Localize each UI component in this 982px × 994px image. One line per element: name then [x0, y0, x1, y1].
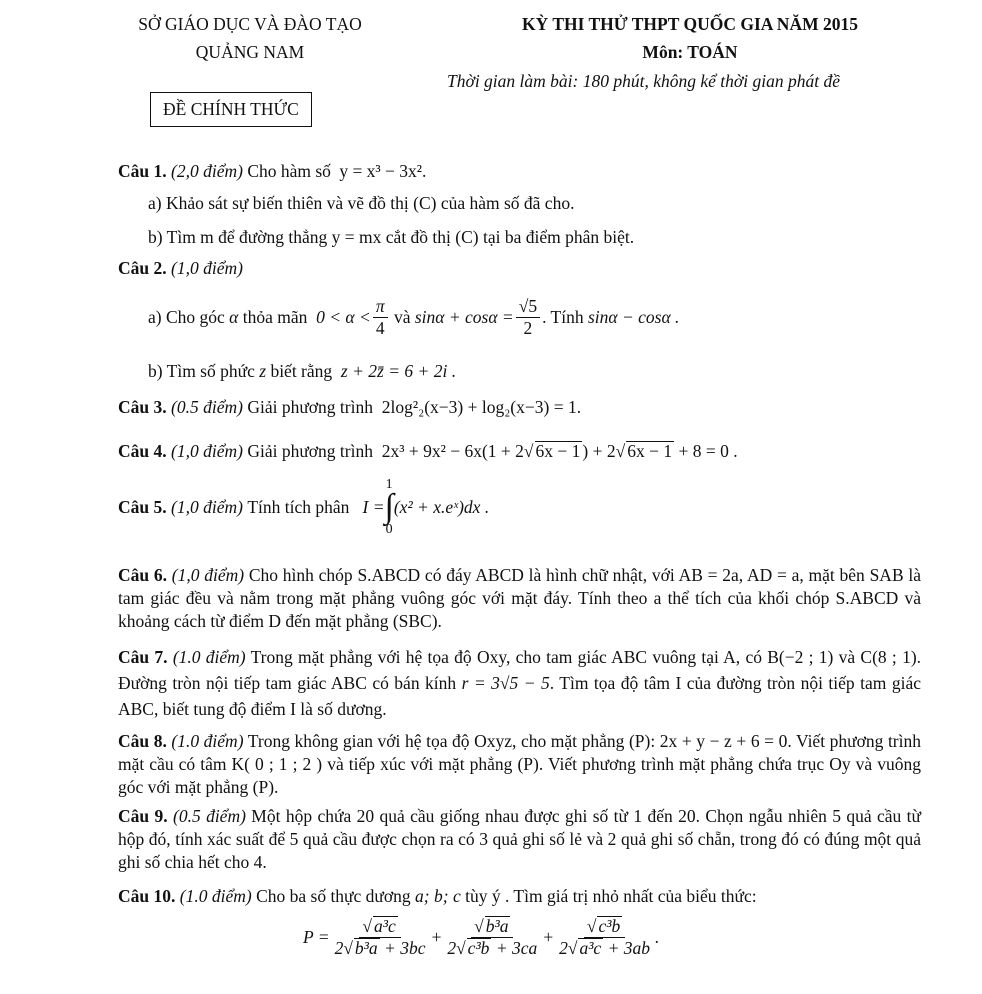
- question-text: Trong mặt phẳng với hệ tọa độ Oxy, cho tam giác ABC vuông tại A, có B(−2 ; 1) và C(8 ; 1). Đường tròn nội tiếp tam giác ABC có bán kính: [118, 647, 922, 693]
- question-points: (1,0 điểm): [171, 441, 243, 461]
- question-label: Câu 10.: [118, 886, 176, 906]
- lower-limit: 0: [385, 521, 393, 537]
- denominator: 2: [523, 318, 533, 338]
- question-points: (2,0 điểm): [171, 161, 243, 181]
- radical-equation: 2x³ + 9x² − 6x(1 + 2√ 6x − 1 ) + 2√ 6x − 1 + 8 = 0 .: [381, 441, 738, 461]
- part-b-text: biết rằng: [270, 361, 333, 381]
- question-label: Câu 4.: [118, 441, 167, 461]
- question-2-part-a: [148, 296, 679, 340]
- fraction-3: $\frac{\text{√ c³b}}{\text{2√ a³c + 3ab}}$: [559, 916, 651, 958]
- question-points: (1,0 điểm): [171, 565, 245, 585]
- question-points: (1,0 điểm): [171, 496, 243, 517]
- alpha-symbol: α: [229, 307, 239, 328]
- question-text: . Tìm tọa độ tâm I của đường tròn nội tiếp tam giác ABC, biết tung độ điểm I là số dương.: [118, 672, 921, 719]
- fraction-2: $\frac{\text{√ b³a}}{\text{2√ c³b + 3ca}}$: [447, 916, 538, 958]
- question-6: [118, 564, 921, 632]
- question-8: [118, 730, 921, 798]
- time-note: Thời gian làm bài: 180 phút, không kể thời gian phát đề: [447, 71, 840, 91]
- complex-equation: z + 2z̄ = 6 + 2i .: [340, 361, 457, 381]
- question-text: Cho hình chóp S.ABCD có đáy ABCD là hình chữ nhật, với AB = 2a, AD = a, mặt bên SAB là tam giác đều và nằm trong mặt phẳng vuông góc với mặt đáy. Tính theo a thể tích của khối chóp S.ABCD và khoảng cách từ điểm D đến mặt phẳng (SBC).: [118, 565, 921, 631]
- sqrt5-over-two: [516, 296, 540, 340]
- question-3: [118, 397, 581, 418]
- question-points: (1.0 điểm): [172, 647, 246, 667]
- question-points: (0.5 điểm): [173, 806, 246, 826]
- question-1-part-a: a) Khảo sát sự biến thiên và vẽ đồ thị (C) của hàm số đã cho.: [148, 193, 575, 213]
- part-a-text: và: [393, 307, 411, 328]
- question-1: [118, 161, 426, 182]
- question-text: Trong không gian với hệ tọa độ Oxyz, cho mặt phẳng (P): 2x + y − z + 6 = 0. Viết phương trình mặt cầu có tâm K( 0 ; 1 ; 2 ) và tiếp xúc với mặt phẳng (P). Viết phương trình mặt phẳng chứa trục Oy và vuông góc với mặt phẳng (P).: [118, 731, 921, 797]
- upper-limit: 1: [385, 477, 393, 492]
- question-label: Câu 8.: [118, 731, 167, 751]
- question-stem: Giải phương trình: [247, 441, 373, 461]
- part-a-text: . Tính: [542, 307, 584, 328]
- question-label: Câu 9.: [118, 806, 168, 826]
- official-badge: ĐỀ CHÍNH THỨC: [150, 92, 312, 127]
- part-a-text: a) Cho góc: [148, 307, 225, 328]
- question-10: [118, 886, 757, 907]
- question-points: (1,0 điểm): [171, 258, 243, 278]
- department-name: SỞ GIÁO DỤC VÀ ĐÀO TẠO: [138, 14, 362, 34]
- function-formula: y = x³ − 3x².: [339, 161, 427, 181]
- integral-lhs: I =: [362, 496, 385, 517]
- integrand: (x² + x.eˣ)dx .: [393, 496, 490, 517]
- numerator: π: [373, 296, 388, 318]
- question-9: [118, 805, 921, 873]
- radius-value: r = 3√5 − 5: [461, 672, 550, 693]
- question-points: (1.0 điểm): [179, 886, 252, 906]
- subject-label: Môn: TOÁN: [642, 42, 738, 62]
- expression-lhs: P =: [303, 927, 330, 948]
- province-name: QUẢNG NAM: [195, 42, 305, 62]
- pi-over-four: [373, 296, 388, 340]
- question-stem: Cho ba số thực dương: [256, 886, 411, 906]
- trig-sum: sinα + cosα =: [414, 307, 514, 328]
- question-label: Câu 1.: [118, 161, 167, 181]
- question-label: Câu 7.: [118, 647, 168, 667]
- part-a-text: thỏa mãn: [242, 307, 308, 328]
- part-b-text: b) Tìm số phức: [148, 361, 255, 381]
- integral-symbol: ∫: [384, 488, 394, 525]
- question-label: Câu 5.: [118, 496, 167, 517]
- question-points: (0.5 điểm): [171, 397, 243, 417]
- question-2: [118, 258, 243, 279]
- trig-target: sinα − cosα .: [587, 307, 680, 328]
- question-7: [118, 645, 921, 723]
- plus-sign: +: [542, 927, 555, 948]
- variables: a; b; c: [415, 886, 461, 906]
- exam-title: KỲ THI THỬ THPT QUỐC GIA NĂM 2015: [522, 14, 858, 34]
- period: .: [655, 927, 660, 948]
- question-2-part-b: [148, 361, 456, 382]
- question-text: Một hộp chứa 20 quả cầu giống nhau được ghi số từ 1 đến 20. Chọn ngẫu nhiên 5 quả cầu từ hộp đó, tính xác suất để 5 quả cầu được chọn ra có 3 quả ghi số lẻ và 2 quả ghi số chẵn, trong đó có đúng một quả ghi số chia hết cho 4.: [118, 806, 922, 872]
- minimize-expression: [303, 916, 659, 960]
- question-1-part-b: b) Tìm m để đường thẳng y = mx cắt đồ thị (C) tại ba điểm phân biệt.: [148, 227, 635, 247]
- question-stem: Cho hàm số: [247, 161, 331, 181]
- question-points: (1.0 điểm): [171, 731, 244, 751]
- question-stem: Tính tích phân: [247, 496, 350, 517]
- denominator: 4: [375, 318, 385, 338]
- numerator: √5: [516, 296, 540, 318]
- fraction-1: $\frac{\text{√ a³c}}{\text{2√ b³a + 3bc}}$: [334, 916, 426, 958]
- z-symbol: z: [259, 361, 267, 381]
- question-stem: tùy ý . Tìm giá trị nhỏ nhất của biểu thức:: [465, 886, 757, 906]
- question-stem: Giải phương trình: [247, 397, 373, 417]
- question-5: [118, 478, 489, 537]
- inequality: 0 < α <: [316, 307, 371, 328]
- integral-sign: [385, 478, 394, 537]
- question-label: Câu 6.: [118, 565, 168, 585]
- question-4: [118, 441, 738, 462]
- question-label: Câu 2.: [118, 258, 167, 278]
- log-equation: 2log²₂(x−3) + log₂(x−3) = 1.: [381, 397, 582, 417]
- plus-sign: +: [430, 927, 443, 948]
- question-label: Câu 3.: [118, 397, 167, 417]
